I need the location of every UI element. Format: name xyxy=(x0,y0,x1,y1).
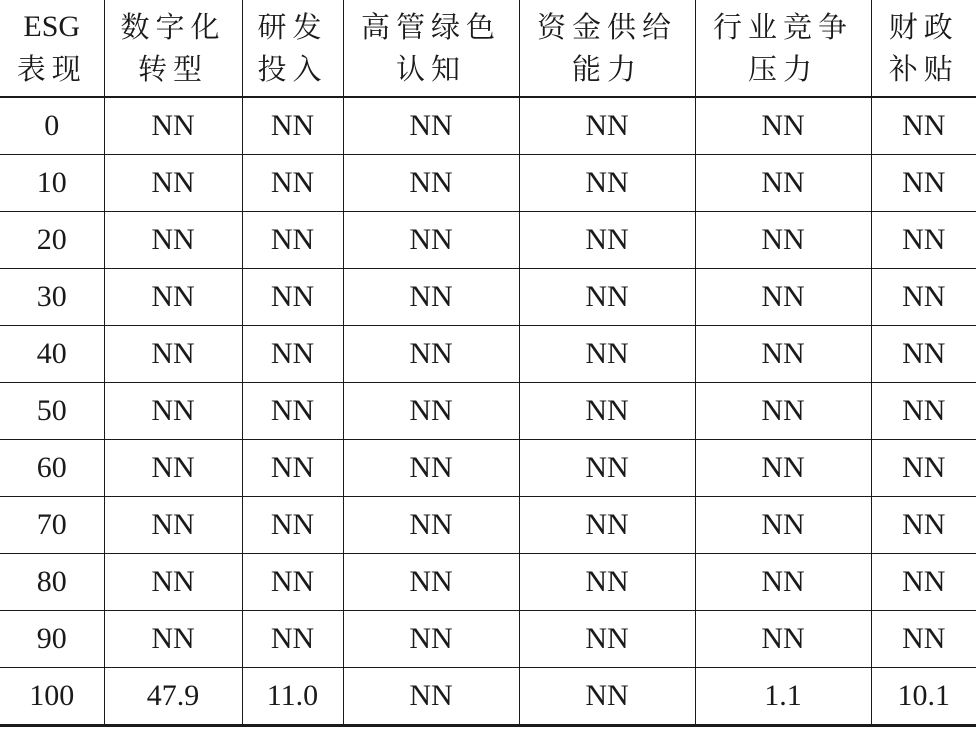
cell-industry-competition-pressure: NN xyxy=(695,212,871,269)
cell-esg-performance: 10 xyxy=(0,155,104,212)
cell-executive-green-cognition: NN xyxy=(343,554,519,611)
cell-esg-performance: 80 xyxy=(0,554,104,611)
header-line: 财政 xyxy=(888,10,959,44)
cell-digital-transformation: 47.9 xyxy=(104,668,242,726)
header-line: 转型 xyxy=(137,52,208,86)
header-line: 表现 xyxy=(16,52,87,86)
cell-executive-green-cognition: NN xyxy=(343,383,519,440)
cell-industry-competition-pressure: NN xyxy=(695,269,871,326)
header-line: 资金供给 xyxy=(536,10,677,44)
header-digital-transformation xyxy=(104,0,242,97)
header-fiscal-subsidy xyxy=(871,0,976,97)
cell-rd-investment: NN xyxy=(242,497,343,554)
cell-esg-performance: 100 xyxy=(0,668,104,726)
header-line: ESG xyxy=(23,10,81,43)
cell-digital-transformation: NN xyxy=(104,269,242,326)
table-row xyxy=(0,440,976,497)
cell-esg-performance: 30 xyxy=(0,269,104,326)
cell-fiscal-subsidy: NN xyxy=(871,611,976,668)
cell-industry-competition-pressure: NN xyxy=(695,554,871,611)
table-header xyxy=(0,0,976,97)
cell-industry-competition-pressure: NN xyxy=(695,440,871,497)
table-row xyxy=(0,97,976,155)
cell-funding-supply-capacity: NN xyxy=(519,212,695,269)
header-line: 投入 xyxy=(257,52,328,86)
cell-digital-transformation: NN xyxy=(104,383,242,440)
cell-esg-performance: 0 xyxy=(0,97,104,155)
cell-rd-investment: NN xyxy=(242,326,343,383)
header-esg-performance xyxy=(0,0,104,97)
cell-digital-transformation: NN xyxy=(104,326,242,383)
cell-funding-supply-capacity: NN xyxy=(519,97,695,155)
table-row xyxy=(0,269,976,326)
table-row xyxy=(0,611,976,668)
table-row xyxy=(0,554,976,611)
header-line: 高管绿色 xyxy=(360,10,501,44)
cell-rd-investment: NN xyxy=(242,383,343,440)
table-row xyxy=(0,668,976,726)
cell-digital-transformation: NN xyxy=(104,155,242,212)
cell-rd-investment: NN xyxy=(242,554,343,611)
header-line: 认知 xyxy=(395,52,466,86)
cell-fiscal-subsidy: NN xyxy=(871,212,976,269)
cell-funding-supply-capacity: NN xyxy=(519,155,695,212)
cell-industry-competition-pressure: NN xyxy=(695,497,871,554)
header-rd-investment xyxy=(242,0,343,97)
cell-funding-supply-capacity: NN xyxy=(519,326,695,383)
header-line: 数字化 xyxy=(120,10,226,44)
table-body xyxy=(0,97,976,726)
cell-rd-investment: NN xyxy=(242,440,343,497)
cell-esg-performance: 50 xyxy=(0,383,104,440)
cell-funding-supply-capacity: NN xyxy=(519,269,695,326)
cell-digital-transformation: NN xyxy=(104,611,242,668)
cell-fiscal-subsidy: NN xyxy=(871,326,976,383)
cell-executive-green-cognition: NN xyxy=(343,97,519,155)
cell-funding-supply-capacity: NN xyxy=(519,497,695,554)
header-industry-competition-pressure xyxy=(695,0,871,97)
header-funding-supply-capacity xyxy=(519,0,695,97)
cell-executive-green-cognition: NN xyxy=(343,440,519,497)
cell-fiscal-subsidy: NN xyxy=(871,269,976,326)
cell-fiscal-subsidy: NN xyxy=(871,383,976,440)
cell-rd-investment: NN xyxy=(242,269,343,326)
table-row xyxy=(0,155,976,212)
cell-executive-green-cognition: NN xyxy=(343,611,519,668)
header-line: 补贴 xyxy=(888,52,959,86)
cell-fiscal-subsidy: 10.1 xyxy=(871,668,976,726)
cell-industry-competition-pressure: NN xyxy=(695,155,871,212)
cell-fiscal-subsidy: NN xyxy=(871,440,976,497)
cell-fiscal-subsidy: NN xyxy=(871,554,976,611)
cell-rd-investment: NN xyxy=(242,155,343,212)
cell-industry-competition-pressure: NN xyxy=(695,326,871,383)
cell-executive-green-cognition: NN xyxy=(343,497,519,554)
cell-industry-competition-pressure: NN xyxy=(695,383,871,440)
cell-funding-supply-capacity: NN xyxy=(519,554,695,611)
cell-fiscal-subsidy: NN xyxy=(871,497,976,554)
cell-executive-green-cognition: NN xyxy=(343,212,519,269)
cell-rd-investment: 11.0 xyxy=(242,668,343,726)
header-line: 研发 xyxy=(257,10,328,44)
header-executive-green-cognition xyxy=(343,0,519,97)
cell-digital-transformation: NN xyxy=(104,497,242,554)
cell-fiscal-subsidy: NN xyxy=(871,97,976,155)
cell-esg-performance: 90 xyxy=(0,611,104,668)
header-row xyxy=(0,0,976,97)
cell-esg-performance: 40 xyxy=(0,326,104,383)
cell-executive-green-cognition: NN xyxy=(343,668,519,726)
cell-funding-supply-capacity: NN xyxy=(519,611,695,668)
table-row xyxy=(0,326,976,383)
cell-esg-performance: 20 xyxy=(0,212,104,269)
cell-industry-competition-pressure: NN xyxy=(695,611,871,668)
header-line: 压力 xyxy=(747,52,818,86)
cell-rd-investment: NN xyxy=(242,97,343,155)
table-row xyxy=(0,497,976,554)
cell-rd-investment: NN xyxy=(242,611,343,668)
cell-esg-performance: 70 xyxy=(0,497,104,554)
table-row xyxy=(0,383,976,440)
cell-digital-transformation: NN xyxy=(104,212,242,269)
table-row xyxy=(0,212,976,269)
cell-funding-supply-capacity: NN xyxy=(519,383,695,440)
cell-digital-transformation: NN xyxy=(104,440,242,497)
cell-funding-supply-capacity: NN xyxy=(519,668,695,726)
cell-fiscal-subsidy: NN xyxy=(871,155,976,212)
cell-executive-green-cognition: NN xyxy=(343,155,519,212)
cell-digital-transformation: NN xyxy=(104,554,242,611)
header-line: 能力 xyxy=(571,52,642,86)
cell-rd-investment: NN xyxy=(242,212,343,269)
cell-executive-green-cognition: NN xyxy=(343,326,519,383)
cell-funding-supply-capacity: NN xyxy=(519,440,695,497)
cell-industry-competition-pressure: NN xyxy=(695,97,871,155)
cell-digital-transformation: NN xyxy=(104,97,242,155)
cell-executive-green-cognition: NN xyxy=(343,269,519,326)
cell-esg-performance: 60 xyxy=(0,440,104,497)
header-line: 行业竞争 xyxy=(712,10,853,44)
cell-industry-competition-pressure: 1.1 xyxy=(695,668,871,726)
